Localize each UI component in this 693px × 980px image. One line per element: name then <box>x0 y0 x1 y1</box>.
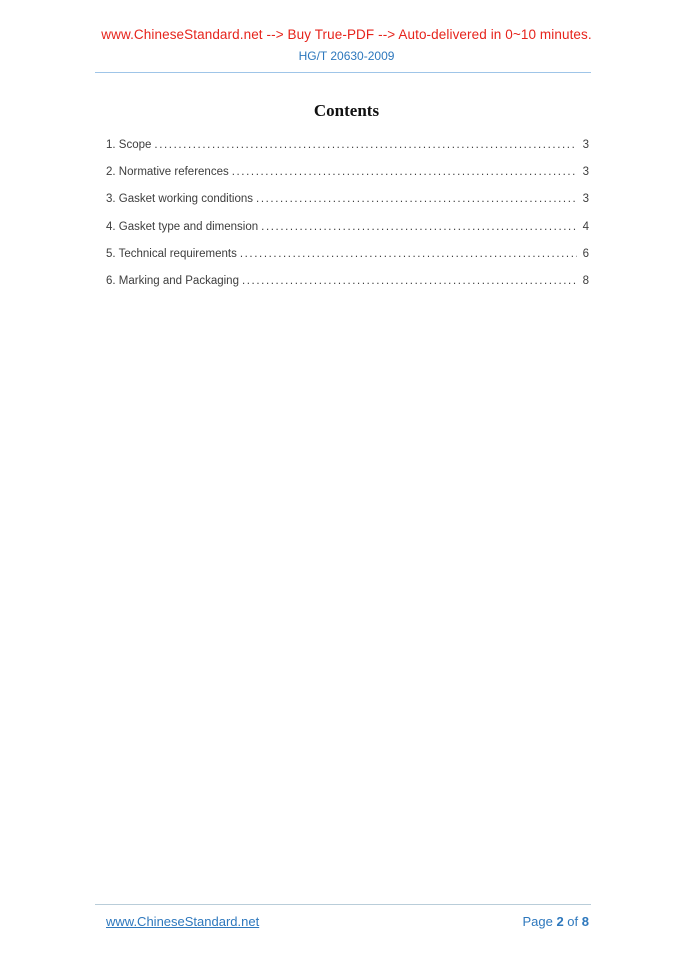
toc-entry <box>106 213 589 240</box>
toc-entry-label: 4. Gasket type and dimension <box>106 220 259 233</box>
toc-entry <box>106 186 589 213</box>
toc-dot-leader <box>256 193 577 205</box>
toc-entry-page: 8 <box>582 275 589 288</box>
toc-entry-page: 3 <box>582 138 589 151</box>
toc-entry-label: 5. Technical requirements <box>106 247 237 260</box>
standard-code: HG/T 20630-2009 <box>298 49 395 63</box>
of-word: of <box>567 914 579 929</box>
toc-dot-leader <box>232 166 577 178</box>
page-footer <box>106 914 589 929</box>
header-divider <box>95 72 591 73</box>
toc-entry-label: 3. Gasket working conditions <box>106 193 254 206</box>
page-word: Page <box>522 914 553 929</box>
toc-dot-leader <box>242 275 577 287</box>
page-indicator <box>522 914 589 929</box>
page-total: 8 <box>581 914 589 929</box>
toc-entry-page: 6 <box>582 247 589 260</box>
toc-entry-label: 1. Scope <box>106 138 152 151</box>
toc-dot-leader <box>154 139 576 151</box>
toc-entry-page: 3 <box>582 165 589 178</box>
footer-divider <box>95 904 591 905</box>
toc-entry-label: 2. Normative references <box>106 165 229 178</box>
toc-entry-page: 4 <box>582 220 589 233</box>
contents-title: Contents <box>313 101 380 120</box>
table-of-contents <box>106 131 589 295</box>
toc-entry <box>106 131 589 158</box>
toc-entry <box>106 267 589 294</box>
header-promo-text: www.ChineseStandard.net --> Buy True-PDF --> Auto-delivered in 0~10 minutes. <box>101 27 592 42</box>
toc-entry <box>106 158 589 185</box>
toc-entry-page: 3 <box>582 193 589 206</box>
toc-dot-leader <box>240 248 577 260</box>
page-current: 2 <box>556 914 564 929</box>
toc-entry <box>106 240 589 267</box>
toc-dot-leader <box>261 221 576 233</box>
toc-entry-label: 6. Marking and Packaging <box>106 275 239 288</box>
footer-website-link[interactable]: www.ChineseStandard.net <box>106 914 260 929</box>
